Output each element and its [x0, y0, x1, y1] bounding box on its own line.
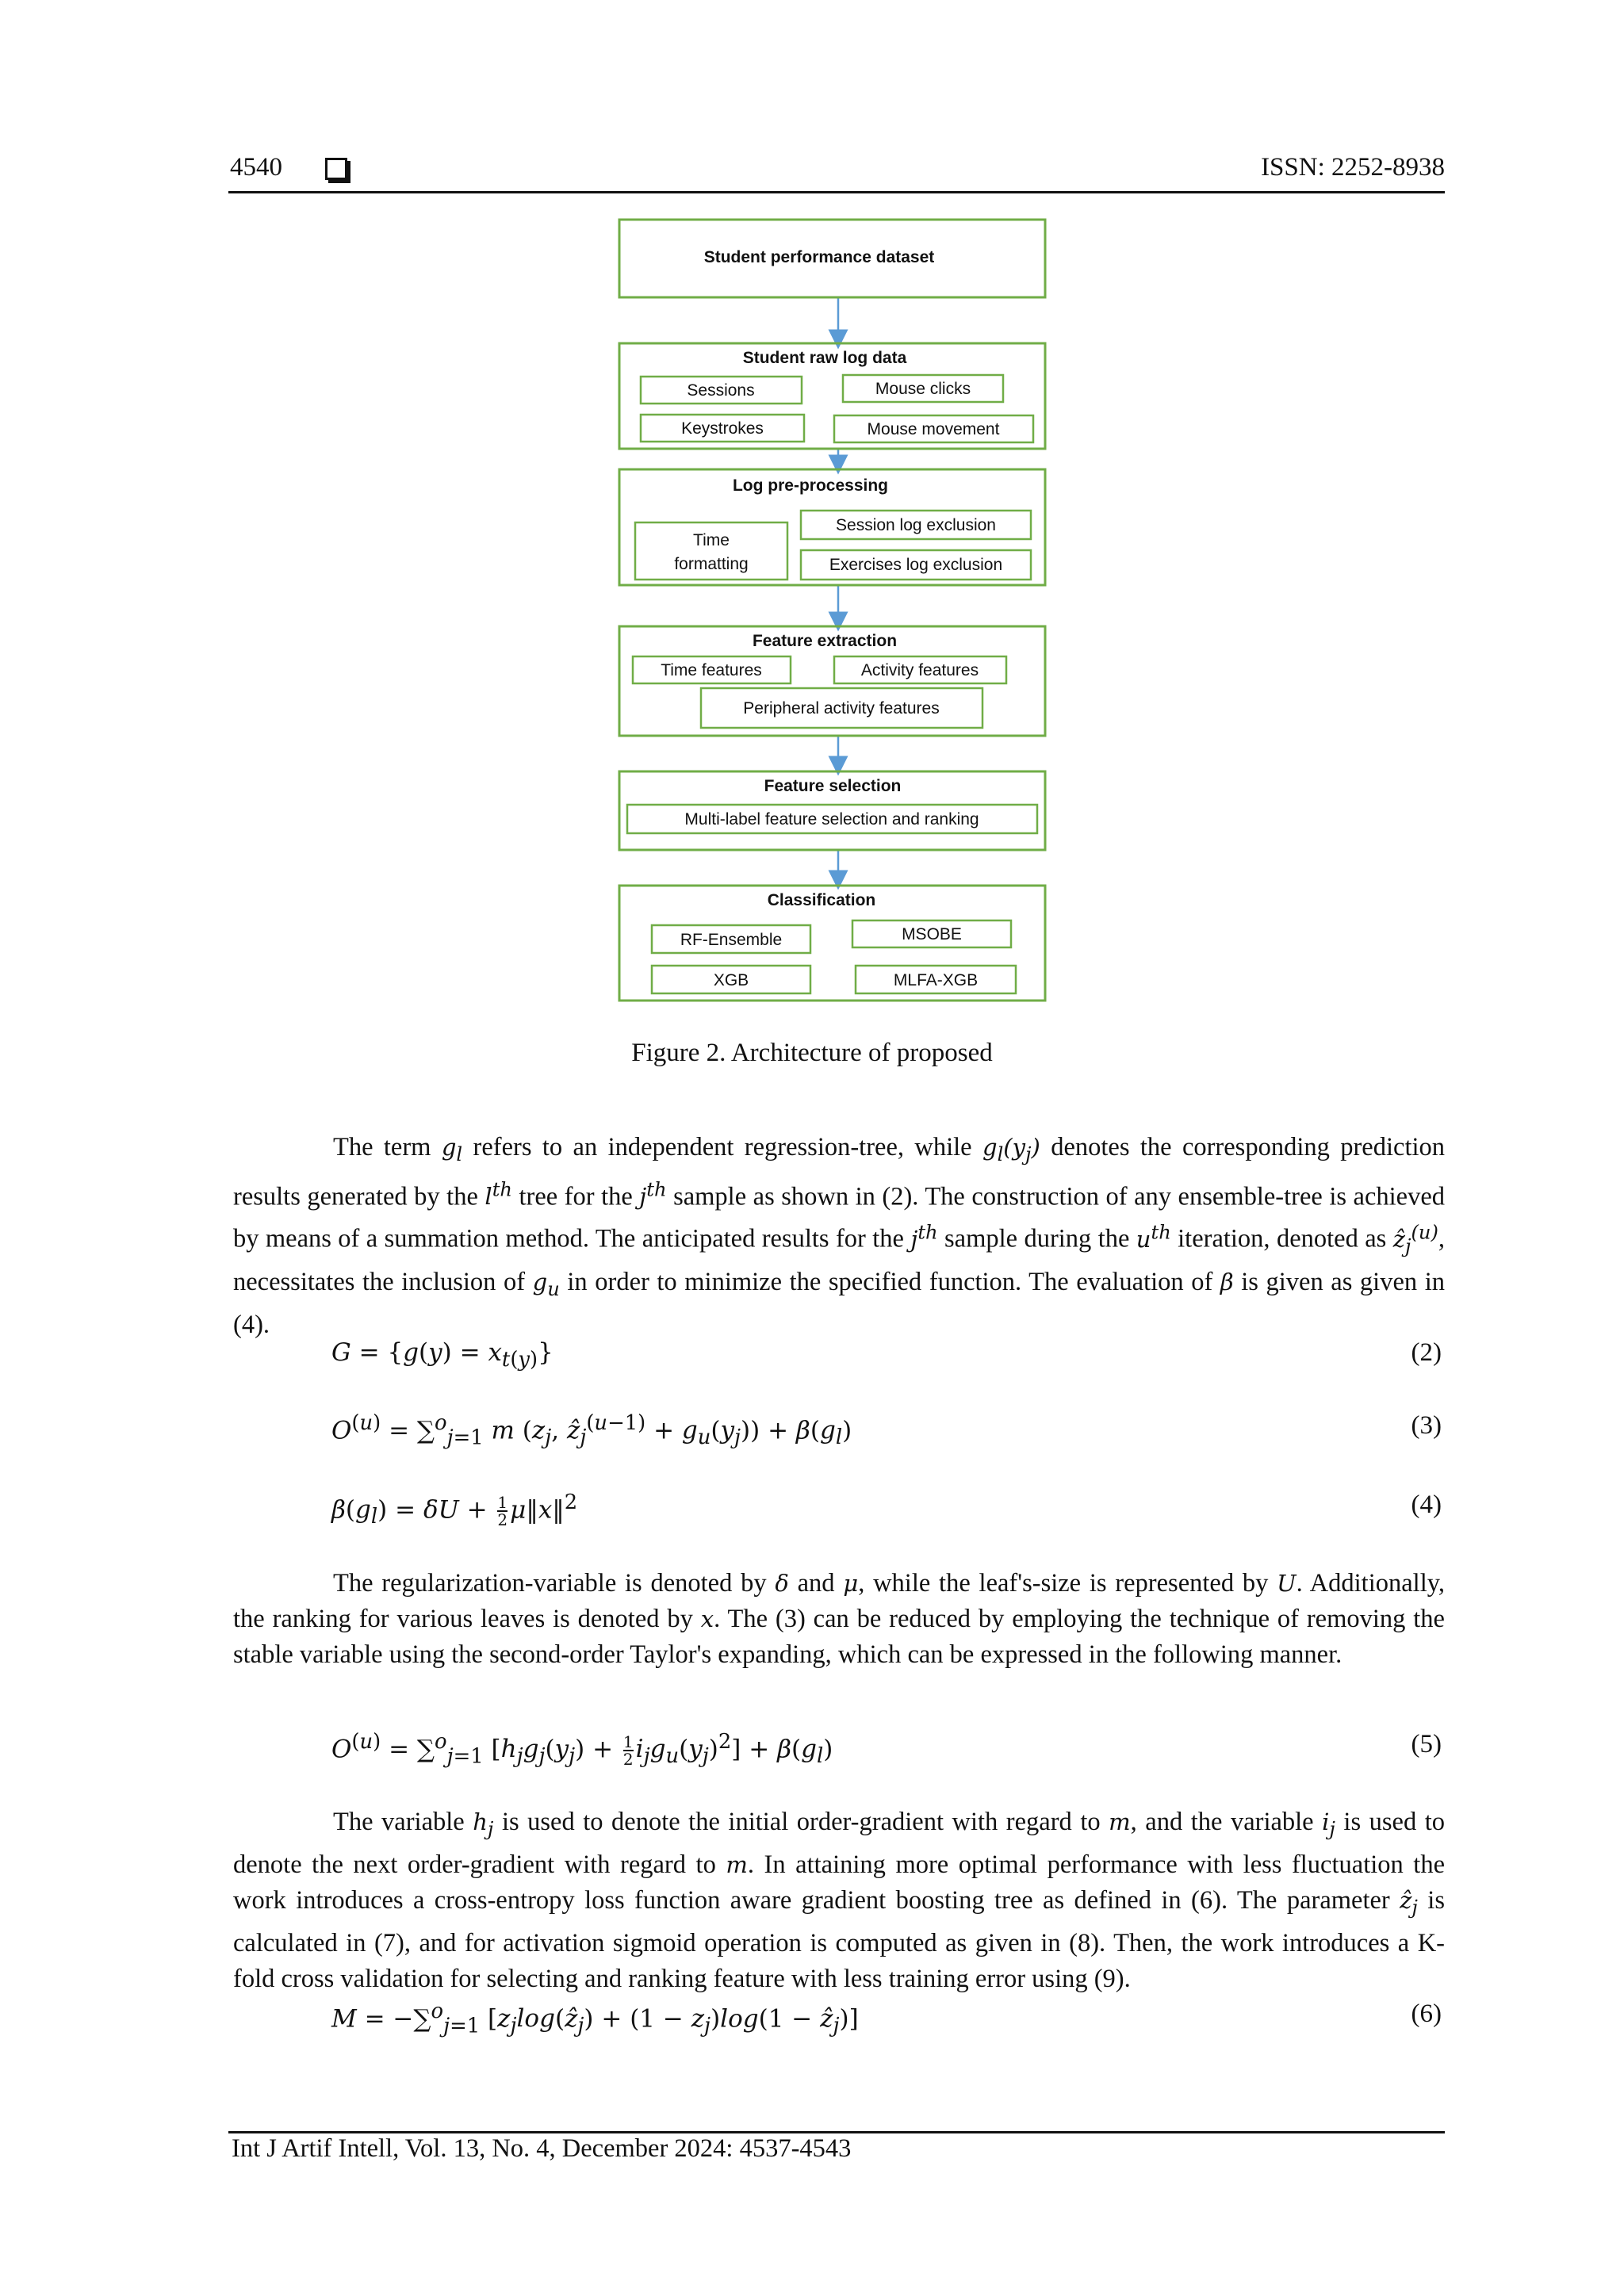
item-time-features: Time features: [661, 661, 762, 679]
equation-5: [331, 1730, 1442, 1777]
item-multilabel-selection: Multi-label feature selection and ranking: [684, 810, 979, 828]
equation-3-number: (3): [1411, 1411, 1442, 1440]
equation-4: [331, 1490, 1442, 1538]
item-keystrokes: Keystrokes: [681, 419, 764, 438]
paragraph-1: The term $g_l$ refers to an independent regression-tree, while $g_l(y_j)$ denotes the corresponding prediction results generated by the $l^{th}$ tree for the $j^{th}$ sample as shown in (2). The construction of any ensemble-tree is achieved by means of a summation method. The anticipated results for the $j^{th}$ sample during the $u^{th}$ iteration, denoted as ẑ$_j^{(u)}$, necessitates the inclusion of $g_u$ in order to minimize the specified function. The evaluation of β is given as given in (4).: [233, 1133, 1445, 1339]
item-msobe: MSOBE: [902, 925, 962, 943]
item-time-formatting-line1: Time: [693, 531, 730, 549]
equation-5-expression: $O^{(u)} = \sum^o_{j=1}$ [$h_jg_j(y_j)$ + $\frac{1}{2}$ $i_jg_u(y_j)^2] + \beta(g_l)$: [331, 1730, 833, 1769]
selection-title: Feature selection: [764, 777, 902, 795]
item-activity-features: Activity features: [860, 661, 979, 679]
equation-2-expression: $G = \{g(y) = x_{t(y)}\}$: [331, 1338, 553, 1372]
extraction-title: Feature extraction: [752, 632, 898, 650]
item-xgb: XGB: [713, 971, 749, 989]
architecture-figure: [0, 0, 1624, 1031]
equation-3: [331, 1411, 1442, 1459]
preprocessing-title: Log pre-processing: [732, 476, 889, 495]
item-sessions: Sessions: [687, 381, 755, 400]
footer-rule: [228, 2131, 1445, 2133]
item-mlfa-xgb: MLFA-XGB: [893, 971, 979, 989]
equation-3-expression: $O^{(u)} = \sum^o_{j=1}$ m ($z_j$, ẑ$_j^{(u-1)}$ + $g_u(y_j)) + \beta(g_l)$: [331, 1411, 852, 1450]
page-number: 4540: [230, 153, 282, 182]
raw-log-title: Student raw log data: [742, 349, 907, 367]
equation-2-number: (2): [1411, 1338, 1442, 1367]
paragraph-2: The regularization-variable is denoted by δ and μ, while the leaf's-size is represented by U. Additionally, the ranking for various leaves is denoted by x. The (3) can be reduced by employing the technique of removing the stable variable using the second-order Taylor's expanding, which can be expressed in the following manner.: [233, 1569, 1445, 1669]
item-rf-ensemble: RF-Ensemble: [680, 931, 783, 949]
item-peripheral-activity: Peripheral activity features: [743, 699, 940, 718]
item-mouse-clicks: Mouse clicks: [875, 380, 971, 398]
item-exercises-exclusion: Exercises log exclusion: [829, 556, 1003, 574]
issn-label: ISSN: 2252-8938: [1261, 153, 1445, 182]
equation-4-number: (4): [1411, 1490, 1442, 1519]
equation-6-number: (6): [1411, 1999, 1442, 2028]
equation-6-expression: M = −∑$^o_{j=1}$ [$z_j\log(ẑ_j) + (1 - z_j)\log(1$ − ẑ$_j$)]: [331, 1999, 859, 2038]
flowchart-svg: [0, 0, 1624, 1031]
item-time-formatting-line2: formatting: [674, 555, 749, 573]
equation-6: [331, 1999, 1442, 2047]
item-mouse-movement: Mouse movement: [867, 420, 1000, 438]
figure-caption: Figure 2. Architecture of proposed: [631, 1039, 993, 1067]
equation-2: [331, 1338, 1442, 1386]
dataset-title: Student performance dataset: [703, 248, 935, 266]
classification-title: Classification: [767, 891, 876, 909]
item-session-exclusion: Session log exclusion: [836, 516, 996, 534]
paragraph-3: The variable $h_j$ is used to denote the initial order-gradient with regard to m, and the variable $i_j$ is used to denote the next order-gradient with regard to m. In attaining more optimal performance with less fluctuation the work introduces a cross-entropy loss function aware gradient boosting tree as defined in (6). The parameter ẑ$_j$ is calculated in (7), and for activation sigmoid operation is computed as given in (8). Then, the work introduces a K-fold cross validation for selecting and ranking feature with less training error using (9).: [233, 1808, 1445, 1993]
equation-5-number: (5): [1411, 1730, 1442, 1758]
equation-4-expression: $\beta(g_l) = \delta U$ + $\frac{1}{2}$ μ‖x‖$^2$: [331, 1490, 578, 1529]
footer-citation: Int J Artif Intell, Vol. 13, No. 4, December 2024: 4537-4543: [232, 2134, 852, 2163]
